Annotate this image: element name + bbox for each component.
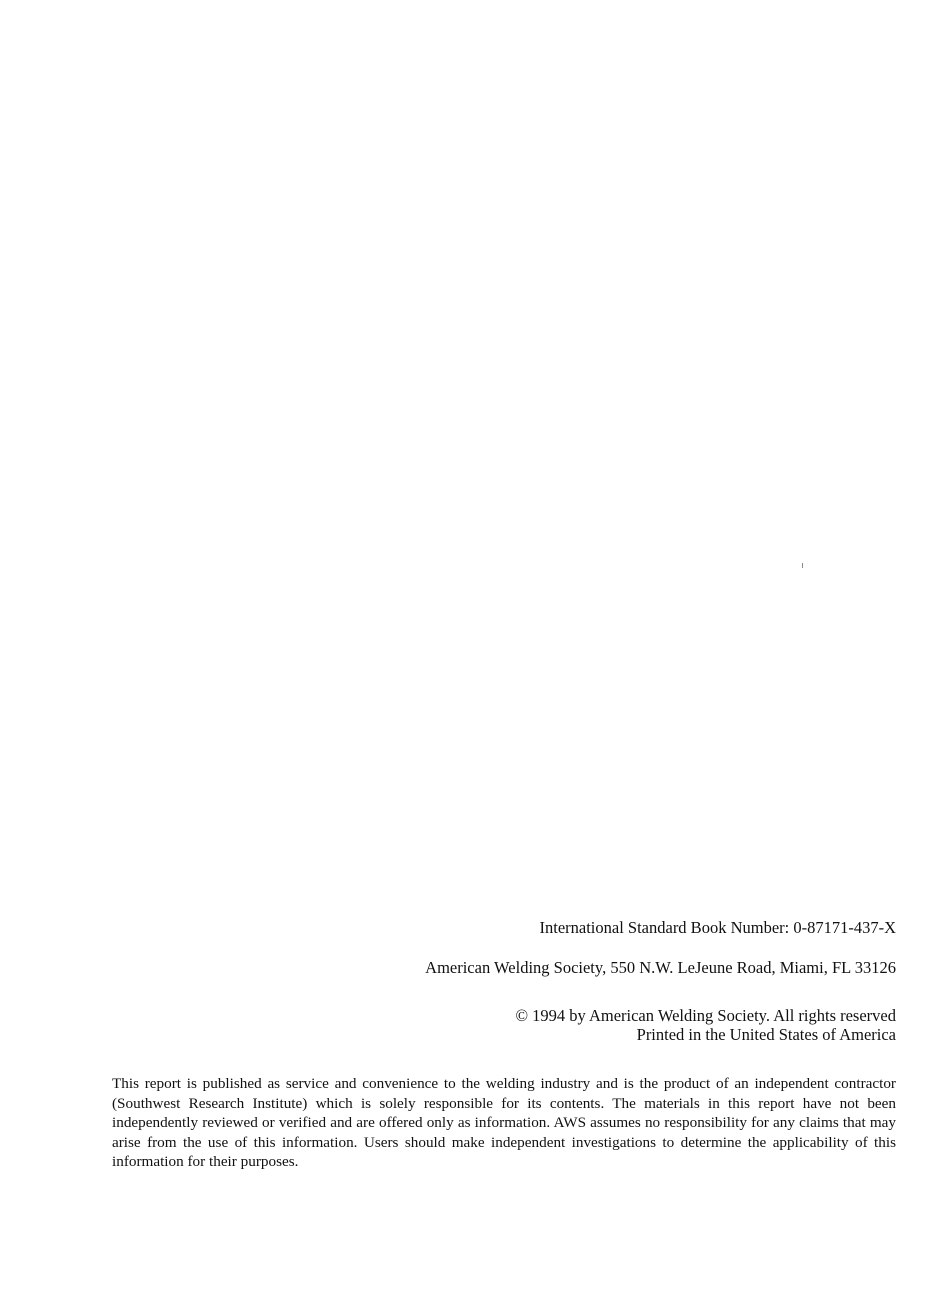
copyright-line: © 1994 by American Welding Society. All rights reserved <box>515 1006 896 1025</box>
publisher-address: American Welding Society, 550 N.W. LeJeune Road, Miami, FL 33126 <box>425 958 896 977</box>
printed-line: Printed in the United States of America <box>636 1025 896 1044</box>
copyright-block <box>515 1006 896 1044</box>
scan-speck <box>802 563 803 568</box>
isbn-line: International Standard Book Number: 0-87171-437-X <box>539 918 896 937</box>
disclaimer-paragraph: This report is published as service and convenience to the welding industry and is the product of an independent contractor (Southwest Research Institute) which is solely responsible for its contents. The materials in this report have not been independently reviewed or verified and are offered only as information. AWS assumes no responsibility for any claims that may arise from the use of this information. Users should make independent investigations to determine the applicability of this information for their purposes. <box>112 1075 896 1170</box>
